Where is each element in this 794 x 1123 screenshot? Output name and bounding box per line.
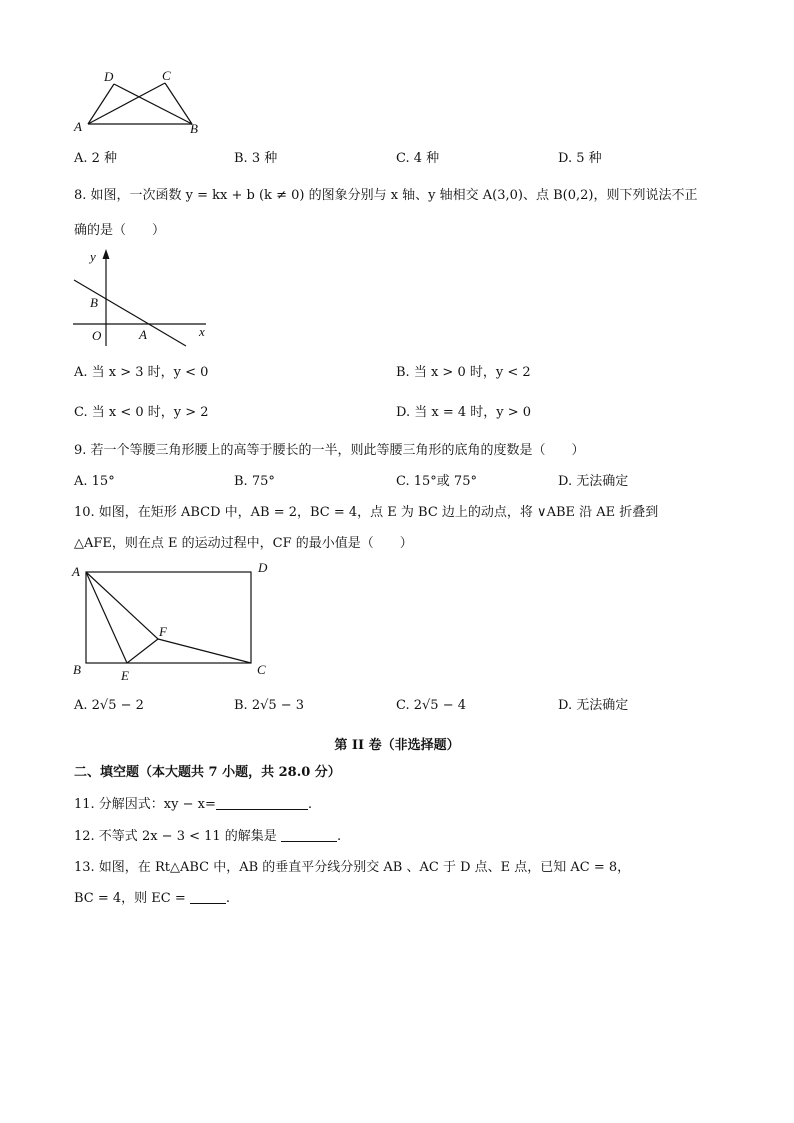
q9-stem: 9. 若一个等腰三角形腰上的高等于腰长的一半，则此等腰三角形的底角的度数是（ ） xyxy=(74,443,585,458)
axis-label-y: y xyxy=(90,249,96,264)
point-label-b: B xyxy=(90,295,98,310)
q10-stem-line2: △AFE，则在点 E 的运动过程中，CF 的最小值是（ ） xyxy=(74,536,413,551)
label-a: A xyxy=(74,119,82,134)
q8-option-c: C. 当 x < 0 时，y > 2 xyxy=(74,405,209,420)
label-c: C xyxy=(257,662,266,677)
q9-option-a: A. 15° xyxy=(74,474,115,489)
q13-answer-blank[interactable] xyxy=(190,890,226,904)
label-b: B xyxy=(73,662,81,677)
q11-answer-blank[interactable] xyxy=(216,796,308,810)
label-d: D xyxy=(104,69,114,84)
axis-label-x: x xyxy=(199,324,205,339)
q8-stem-line1: 8. 如图，一次函数 y = kx + b (k ≠ 0) 的图象分别与 x 轴、y 轴相交 A(3,0)、点 B(0,2)，则下列说法不正 xyxy=(74,188,698,203)
q13-stem-line2 xyxy=(74,890,230,908)
q8-option-a: A. 当 x > 3 时，y < 0 xyxy=(74,365,209,380)
q10-option-c: C. 2√5 − 4 xyxy=(396,698,467,713)
origin-label-o: O xyxy=(92,328,102,343)
q9-option-b: B. 75° xyxy=(234,474,275,489)
q13-stem-line1: 13. 如图，在 Rt△ABC 中，AB 的垂直平分线分别交 AB 、AC 于 D 点、E 点，已知 AC = 8， xyxy=(74,860,631,875)
q13-end: . xyxy=(225,891,231,906)
q8-graph xyxy=(68,246,218,350)
part2-title: 第 II 卷（非选择题） xyxy=(334,738,460,753)
q7-figure xyxy=(70,64,210,140)
q7-option-b: B. 3 种 xyxy=(234,151,278,166)
q10-figure xyxy=(68,558,278,688)
label-a: A xyxy=(72,564,80,579)
section2-title: 二、填空题（本大题共 7 小题，共 28.0 分） xyxy=(74,765,341,780)
q10-option-b: B. 2√5 − 3 xyxy=(234,698,305,713)
q10-option-a: A. 2√5 − 2 xyxy=(74,698,144,713)
q7-option-d: D. 5 种 xyxy=(558,151,602,166)
q7-option-a: A. 2 种 xyxy=(74,151,118,166)
q9-option-d: D. 无法确定 xyxy=(558,474,629,489)
segment-fc xyxy=(158,639,251,663)
q9-option-c: C. 15°或 75° xyxy=(396,474,477,489)
rectangle-abcd xyxy=(86,572,251,663)
q12-end: . xyxy=(336,829,342,844)
label-e: E xyxy=(121,668,129,683)
segment-ac xyxy=(88,83,165,124)
segment-ae xyxy=(86,572,127,663)
q13-line2-text: BC = 4，则 EC = xyxy=(74,891,186,906)
q8-stem-line2: 确的是（ ） xyxy=(74,223,166,238)
point-label-a: A xyxy=(139,327,147,342)
segment-cb xyxy=(165,83,192,124)
label-d: D xyxy=(258,560,268,575)
label-c: C xyxy=(162,68,171,83)
segment-ef xyxy=(127,639,158,663)
segment-af xyxy=(86,572,158,639)
q11-end: . xyxy=(307,797,313,812)
q12-answer-blank[interactable] xyxy=(281,828,337,842)
function-line xyxy=(74,280,186,346)
y-axis-arrow-icon xyxy=(103,249,110,259)
segment-ad xyxy=(88,84,114,124)
q10-option-d: D. 无法确定 xyxy=(558,698,629,713)
q7-option-c: C. 4 种 xyxy=(396,151,440,166)
q11-text: 11. 分解因式：xy − x= xyxy=(74,797,216,812)
q8-option-d: D. 当 x = 4 时，y > 0 xyxy=(396,405,532,420)
q12 xyxy=(74,828,341,846)
q12-text: 12. 不等式 2x − 3 < 11 的解集是 xyxy=(74,829,277,844)
q8-option-b: B. 当 x > 0 时，y < 2 xyxy=(396,365,531,380)
label-b: B xyxy=(190,121,198,136)
q10-stem-line1: 10. 如图，在矩形 ABCD 中，AB = 2，BC = 4，点 E 为 BC 边上的动点，将 ∨ABE 沿 AE 折叠到 xyxy=(74,505,659,520)
q11 xyxy=(74,796,312,814)
label-f: F xyxy=(159,624,167,639)
